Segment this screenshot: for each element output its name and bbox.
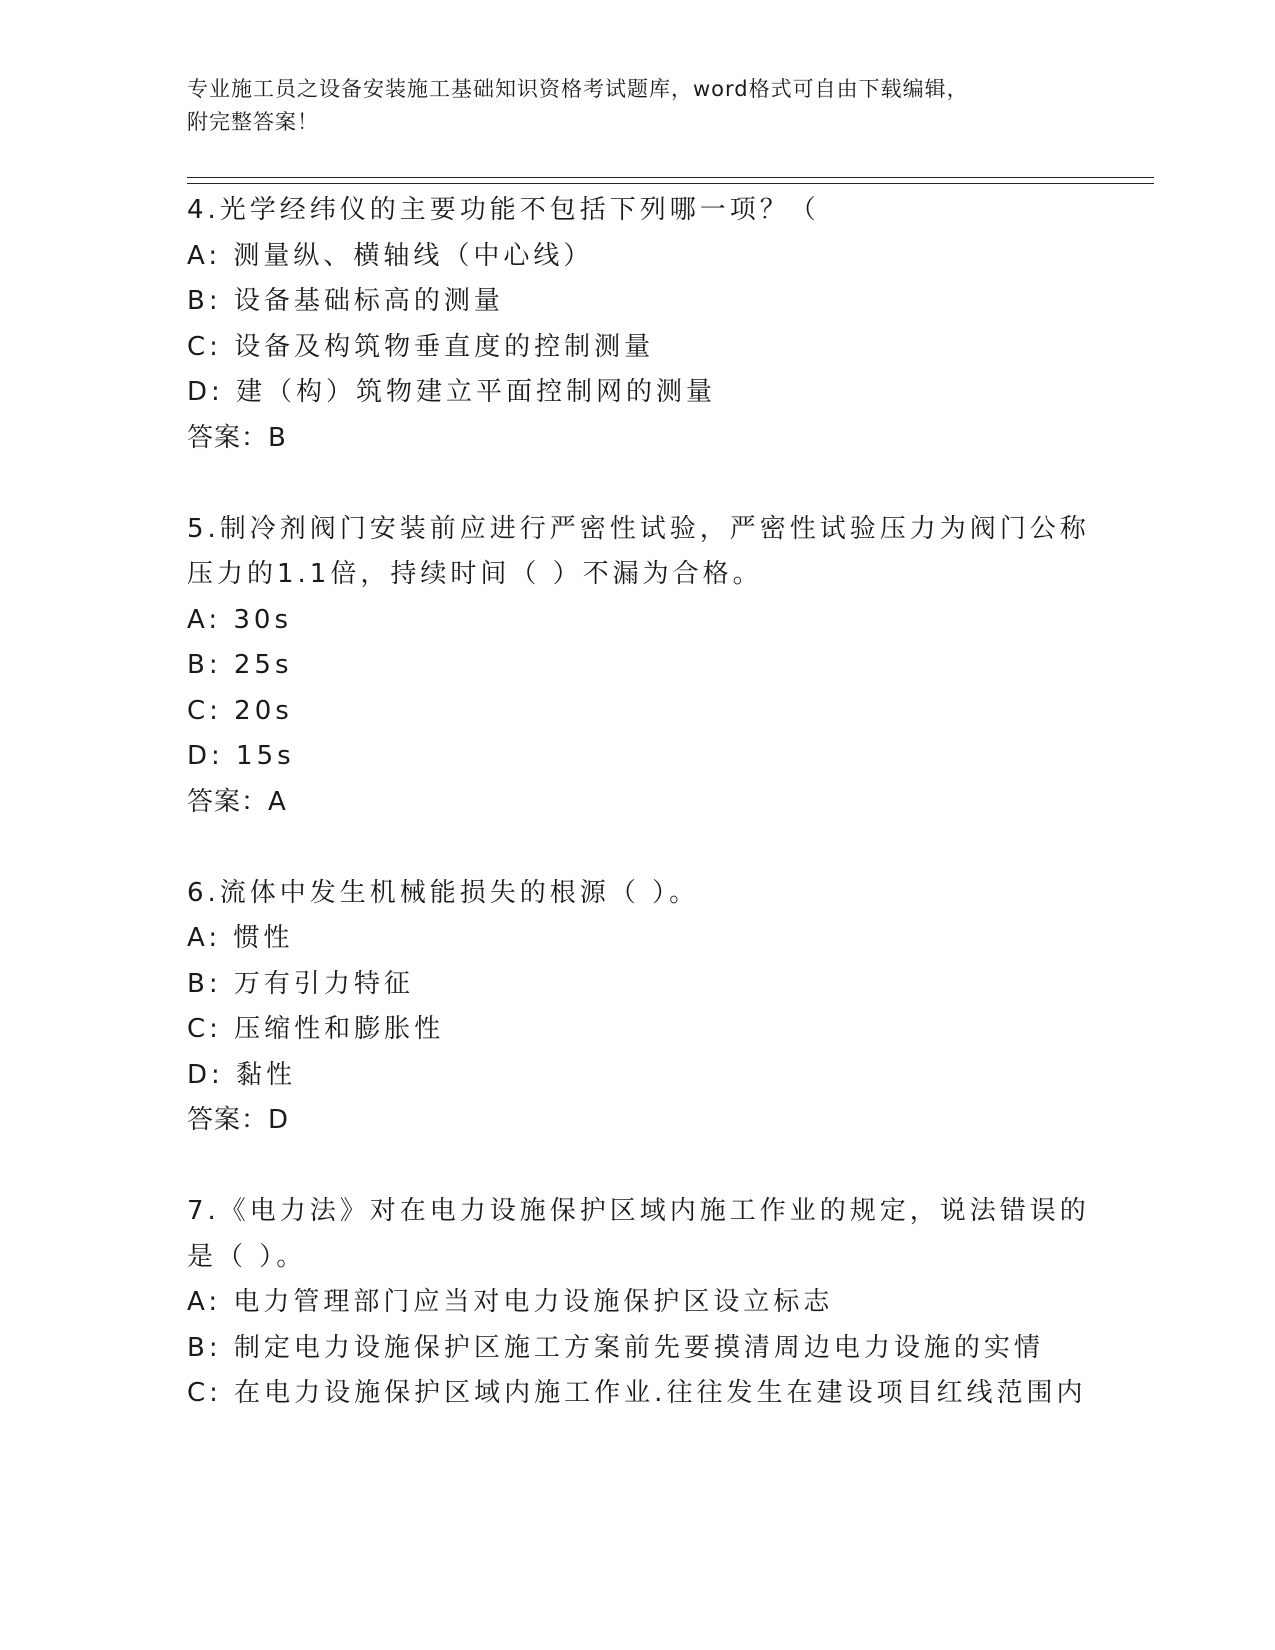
answer-option: D: 15s <box>187 741 295 771</box>
question-stem: 压力的1.1倍，持续时间（ ）不漏为合格。 <box>187 559 763 589</box>
question-block <box>187 871 1087 1144</box>
header-line: 专业施工员之设备安装施工基础知识资格考试题库，word格式可自由下载编辑， <box>187 77 969 101</box>
header-line: 附完整答案！ <box>187 110 319 134</box>
question-block <box>187 507 1090 826</box>
header-divider <box>187 177 1154 178</box>
answer-option: B: 万有引力特征 <box>187 968 414 999</box>
correct-answer: 答案：D <box>187 1105 290 1135</box>
question-block <box>187 1189 1090 1417</box>
answer-option: A: 惯性 <box>187 923 294 953</box>
answer-option: B: 25s <box>187 650 293 680</box>
question-list <box>187 188 1090 1417</box>
answer-option: C: 设备及构筑物垂直度的控制测量 <box>187 331 655 362</box>
answer-option: D: 建（构）筑物建立平面控制网的测量 <box>187 377 717 407</box>
answer-option: A: 电力管理部门应当对电力设施保护区设立标志 <box>187 1287 834 1317</box>
answer-option: D: 黏性 <box>187 1059 297 1090</box>
question-stem: 是（ ）。 <box>187 1241 307 1272</box>
header-divider <box>187 183 1154 184</box>
question-block <box>187 188 1087 461</box>
correct-answer: 答案：B <box>187 422 287 453</box>
question-stem: 7.《电力法》对在电力设施保护区域内施工作业的规定，说法错误的 <box>187 1196 1090 1226</box>
correct-answer: 答案：A <box>187 786 287 817</box>
answer-option: B: 制定电力设施保护区施工方案前先要摸清周边电力设施的实情 <box>187 1332 1044 1363</box>
answer-option: C: 压缩性和膨胀性 <box>187 1014 445 1044</box>
answer-option: A: 测量纵、横轴线（中心线） <box>187 240 594 271</box>
answer-option: C: 在电力设施保护区域内施工作业.往往发生在建设项目红线范围内 <box>187 1378 1087 1408</box>
document-header <box>187 73 1067 139</box>
answer-option: C: 20s <box>187 695 293 726</box>
answer-option: A: 30s <box>187 604 292 635</box>
question-stem: 5.制冷剂阀门安装前应进行严密性试验，严密性试验压力为阀门公称 <box>187 513 1090 544</box>
answer-option: B: 设备基础标高的测量 <box>187 286 504 316</box>
question-stem: 6.流体中发生机械能损失的根源（ ）。 <box>187 877 700 908</box>
question-stem: 4.光学经纬仪的主要功能不包括下列哪一项？（ <box>187 195 820 225</box>
